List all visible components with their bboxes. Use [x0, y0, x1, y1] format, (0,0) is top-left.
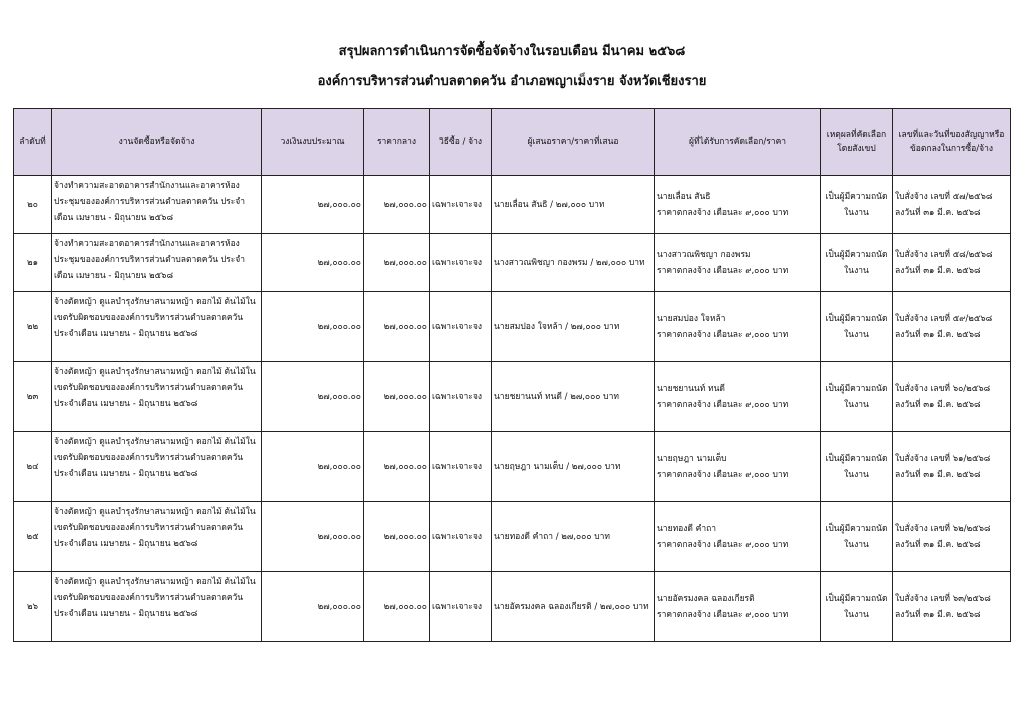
page-subtitle: องค์การบริหารส่วนตำบลตาดควัน อำเภอพญาเม็งราย จังหวัดเชียงราย — [317, 74, 707, 89]
row-selected-price: ราคาตกลงจ้าง เดือนละ ๙,๐๐๐ บาท — [657, 265, 789, 276]
row-selected-price: ราคาตกลงจ้าง เดือนละ ๙,๐๐๐ บาท — [657, 469, 789, 480]
row-budget: ๒๗,๐๐๐.๐๐ — [262, 362, 364, 432]
row-reason: เป็นผู้มีความถนัดในงาน — [821, 362, 893, 432]
row-contract-no: ใบสั่งจ้าง เลขที่ ๖๐/๒๕๖๘ — [895, 383, 991, 394]
row-contract-no: ใบสั่งจ้าง เลขที่ ๕๘/๒๕๖๘ — [895, 249, 993, 260]
row-selected-name: นายอัครมงคล ฉลองเกียรติ — [657, 593, 755, 604]
row-contract-date: ลงวันที่ ๓๑ มี.ค. ๒๕๖๘ — [895, 207, 981, 218]
row-task: จ้างตัดหญ้า ดูแลบำรุงรักษาสนามหญ้า ดอกไม้ ต้นไม้ในเขตรับผิดชอบขององค์การบริหารส่วนตำบลตาดควัน ประจำเดือน เมษายน - มิถุนายน ๒๕๖๘ — [52, 432, 262, 502]
row-contract-date: ลงวันที่ ๓๑ มี.ค. ๒๕๖๘ — [895, 329, 981, 340]
row-method: เฉพาะเจาะจง — [430, 502, 492, 572]
row-median-price: ๒๗,๐๐๐.๐๐ — [364, 234, 430, 292]
row-contract-date: ลงวันที่ ๓๑ มี.ค. ๒๕๖๘ — [895, 539, 981, 550]
procurement-table — [13, 108, 1011, 642]
row-method: เฉพาะเจาะจง — [430, 572, 492, 642]
header-reason: เหตุผลที่คัดเลือกโดยสังเขป — [821, 109, 893, 176]
row-selected-price: ราคาตกลงจ้าง เดือนละ ๙,๐๐๐ บาท — [657, 399, 789, 410]
row-no: ๒๓ — [14, 362, 52, 432]
table-row — [14, 432, 1011, 502]
row-bidders: นายสมปอง ใจหล้า / ๒๗,๐๐๐ บาท — [492, 292, 655, 362]
row-no: ๒๖ — [14, 572, 52, 642]
header-contract: เลขที่และวันที่ของสัญญาหรือข้อตกลงในการซื้อ/จ้าง — [893, 109, 1011, 176]
row-method: เฉพาะเจาะจง — [430, 362, 492, 432]
row-median-price: ๒๗,๐๐๐.๐๐ — [364, 432, 430, 502]
row-contract — [893, 176, 1011, 234]
table-row — [14, 292, 1011, 362]
row-reason: เป็นผู้มีความถนัดในงาน — [821, 572, 893, 642]
row-selected — [655, 572, 821, 642]
row-bidders: นายทองดี คำถา / ๒๗,๐๐๐ บาท — [492, 502, 655, 572]
row-no: ๒๕ — [14, 502, 52, 572]
row-no: ๒๐ — [14, 176, 52, 234]
row-no: ๒๑ — [14, 234, 52, 292]
table-row — [14, 502, 1011, 572]
row-reason: เป็นผู้มีความถนัดในงาน — [821, 176, 893, 234]
row-budget: ๒๗,๐๐๐.๐๐ — [262, 572, 364, 642]
header-method: วิธีซื้อ / จ้าง — [430, 109, 492, 176]
row-method: เฉพาะเจาะจง — [430, 432, 492, 502]
table-row — [14, 234, 1011, 292]
row-contract-no: ใบสั่งจ้าง เลขที่ ๖๒/๒๕๖๘ — [895, 523, 991, 534]
row-reason: เป็นผู้มีความถนัดในงาน — [821, 234, 893, 292]
row-method: เฉพาะเจาะจง — [430, 234, 492, 292]
row-contract-no: ใบสั่งจ้าง เลขที่ ๕๙/๒๕๖๘ — [895, 313, 993, 324]
row-selected — [655, 234, 821, 292]
row-contract — [893, 234, 1011, 292]
row-selected-name: นายเลื่อน สันธิ — [657, 191, 711, 202]
row-median-price: ๒๗,๐๐๐.๐๐ — [364, 572, 430, 642]
row-selected-name: นายสมปอง ใจหล้า — [657, 313, 726, 324]
row-contract — [893, 502, 1011, 572]
row-selected-price: ราคาตกลงจ้าง เดือนละ ๙,๐๐๐ บาท — [657, 329, 789, 340]
row-selected — [655, 502, 821, 572]
row-bidders: นายฤษฎา นามเต็บ / ๒๗,๐๐๐ บาท — [492, 432, 655, 502]
row-selected-price: ราคาตกลงจ้าง เดือนละ ๙,๐๐๐ บาท — [657, 539, 789, 550]
row-contract — [893, 362, 1011, 432]
table-row — [14, 362, 1011, 432]
header-bidders: ผู้เสนอราคา/ราคาที่เสนอ — [492, 109, 655, 176]
row-contract-no: ใบสั่งจ้าง เลขที่ ๖๑/๒๕๖๘ — [895, 453, 991, 464]
row-contract — [893, 432, 1011, 502]
row-bidders: นายชยานนท์ ทนดี / ๒๗,๐๐๐ บาท — [492, 362, 655, 432]
header-budget: วงเงินงบประมาณ — [262, 109, 364, 176]
row-no: ๒๒ — [14, 292, 52, 362]
row-median-price: ๒๗,๐๐๐.๐๐ — [364, 292, 430, 362]
row-reason: เป็นผู้มีความถนัดในงาน — [821, 432, 893, 502]
table-row — [14, 572, 1011, 642]
row-budget: ๒๗,๐๐๐.๐๐ — [262, 432, 364, 502]
row-selected — [655, 362, 821, 432]
row-contract-date: ลงวันที่ ๓๑ มี.ค. ๒๕๖๘ — [895, 469, 981, 480]
row-selected-price: ราคาตกลงจ้าง เดือนละ ๙,๐๐๐ บาท — [657, 609, 789, 620]
table-row — [14, 176, 1011, 234]
row-budget: ๒๗,๐๐๐.๐๐ — [262, 292, 364, 362]
row-median-price: ๒๗,๐๐๐.๐๐ — [364, 176, 430, 234]
row-selected — [655, 176, 821, 234]
row-contract-no: ใบสั่งจ้าง เลขที่ ๕๗/๒๕๖๘ — [895, 191, 993, 202]
header-no: ลำดับที่ — [14, 109, 52, 176]
header-task: งานจัดซื้อหรือจัดจ้าง — [52, 109, 262, 176]
row-contract-no: ใบสั่งจ้าง เลขที่ ๖๓/๒๕๖๘ — [895, 593, 991, 604]
row-selected-name: นายฤษฎา นามเต็บ — [657, 453, 727, 464]
row-contract-date: ลงวันที่ ๓๑ มี.ค. ๒๕๖๘ — [895, 399, 981, 410]
row-task: จ้างตัดหญ้า ดูแลบำรุงรักษาสนามหญ้า ดอกไม้ ต้นไม้ในเขตรับผิดชอบขององค์การบริหารส่วนตำบลตาดควัน ประจำเดือน เมษายน - มิถุนายน ๒๕๖๘ — [52, 502, 262, 572]
row-task: จ้างทำความสะอาดอาคารสำนักงานและอาคารห้องประชุมขององค์การบริหารส่วนตำบลตาดควัน ประจำเดือน เมษายน - มิถุนายน ๒๕๖๘ — [52, 176, 262, 234]
row-method: เฉพาะเจาะจง — [430, 292, 492, 362]
row-contract-date: ลงวันที่ ๓๑ มี.ค. ๒๕๖๘ — [895, 265, 981, 276]
row-task: จ้างตัดหญ้า ดูแลบำรุงรักษาสนามหญ้า ดอกไม้ ต้นไม้ในเขตรับผิดชอบขององค์การบริหารส่วนตำบลตาดควัน ประจำเดือน เมษายน - มิถุนายน ๒๕๖๘ — [52, 292, 262, 362]
row-median-price: ๒๗,๐๐๐.๐๐ — [364, 502, 430, 572]
row-no: ๒๔ — [14, 432, 52, 502]
row-selected-name: นางสาวณพิชญา กองพรม — [657, 249, 751, 260]
row-method: เฉพาะเจาะจง — [430, 176, 492, 234]
row-budget: ๒๗,๐๐๐.๐๐ — [262, 234, 364, 292]
page-title: สรุปผลการดำเนินการจัดซื้อจัดจ้างในรอบเดือน มีนาคม ๒๕๖๘ — [338, 44, 686, 59]
row-contract — [893, 572, 1011, 642]
row-reason: เป็นผู้มีความถนัดในงาน — [821, 502, 893, 572]
row-selected-name: นายชยานนท์ ทนดี — [657, 383, 725, 394]
row-bidders: นายเลื่อน สันธิ / ๒๗,๐๐๐ บาท — [492, 176, 655, 234]
row-bidders: นายอัครมงคล ฉลองเกียรติ / ๒๗,๐๐๐ บาท — [492, 572, 655, 642]
row-selected — [655, 292, 821, 362]
row-task: จ้างทำความสะอาดอาคารสำนักงานและอาคารห้องประชุมขององค์การบริหารส่วนตำบลตาดควัน ประจำเดือน เมษายน - มิถุนายน ๒๕๖๘ — [52, 234, 262, 292]
row-selected — [655, 432, 821, 502]
row-budget: ๒๗,๐๐๐.๐๐ — [262, 502, 364, 572]
row-median-price: ๒๗,๐๐๐.๐๐ — [364, 362, 430, 432]
row-selected-price: ราคาตกลงจ้าง เดือนละ ๙,๐๐๐ บาท — [657, 207, 789, 218]
header-median-price: ราคากลาง — [364, 109, 430, 176]
row-budget: ๒๗,๐๐๐.๐๐ — [262, 176, 364, 234]
row-selected-name: นายทองดี คำถา — [657, 523, 717, 534]
row-contract-date: ลงวันที่ ๓๑ มี.ค. ๒๕๖๘ — [895, 609, 981, 620]
row-task: จ้างตัดหญ้า ดูแลบำรุงรักษาสนามหญ้า ดอกไม้ ต้นไม้ในเขตรับผิดชอบขององค์การบริหารส่วนตำบลตาดควัน ประจำเดือน เมษายน - มิถุนายน ๒๕๖๘ — [52, 362, 262, 432]
header-selected: ผู้ที่ได้รับการคัดเลือก/ราคา — [655, 109, 821, 176]
row-contract — [893, 292, 1011, 362]
row-bidders: นางสาวณพิชญา กองพรม / ๒๗,๐๐๐ บาท — [492, 234, 655, 292]
row-task: จ้างตัดหญ้า ดูแลบำรุงรักษาสนามหญ้า ดอกไม้ ต้นไม้ในเขตรับผิดชอบขององค์การบริหารส่วนตำบลตาดควัน ประจำเดือน เมษายน - มิถุนายน ๒๕๖๘ — [52, 572, 262, 642]
table-header-row — [14, 109, 1011, 176]
row-reason: เป็นผู้มีความถนัดในงาน — [821, 292, 893, 362]
